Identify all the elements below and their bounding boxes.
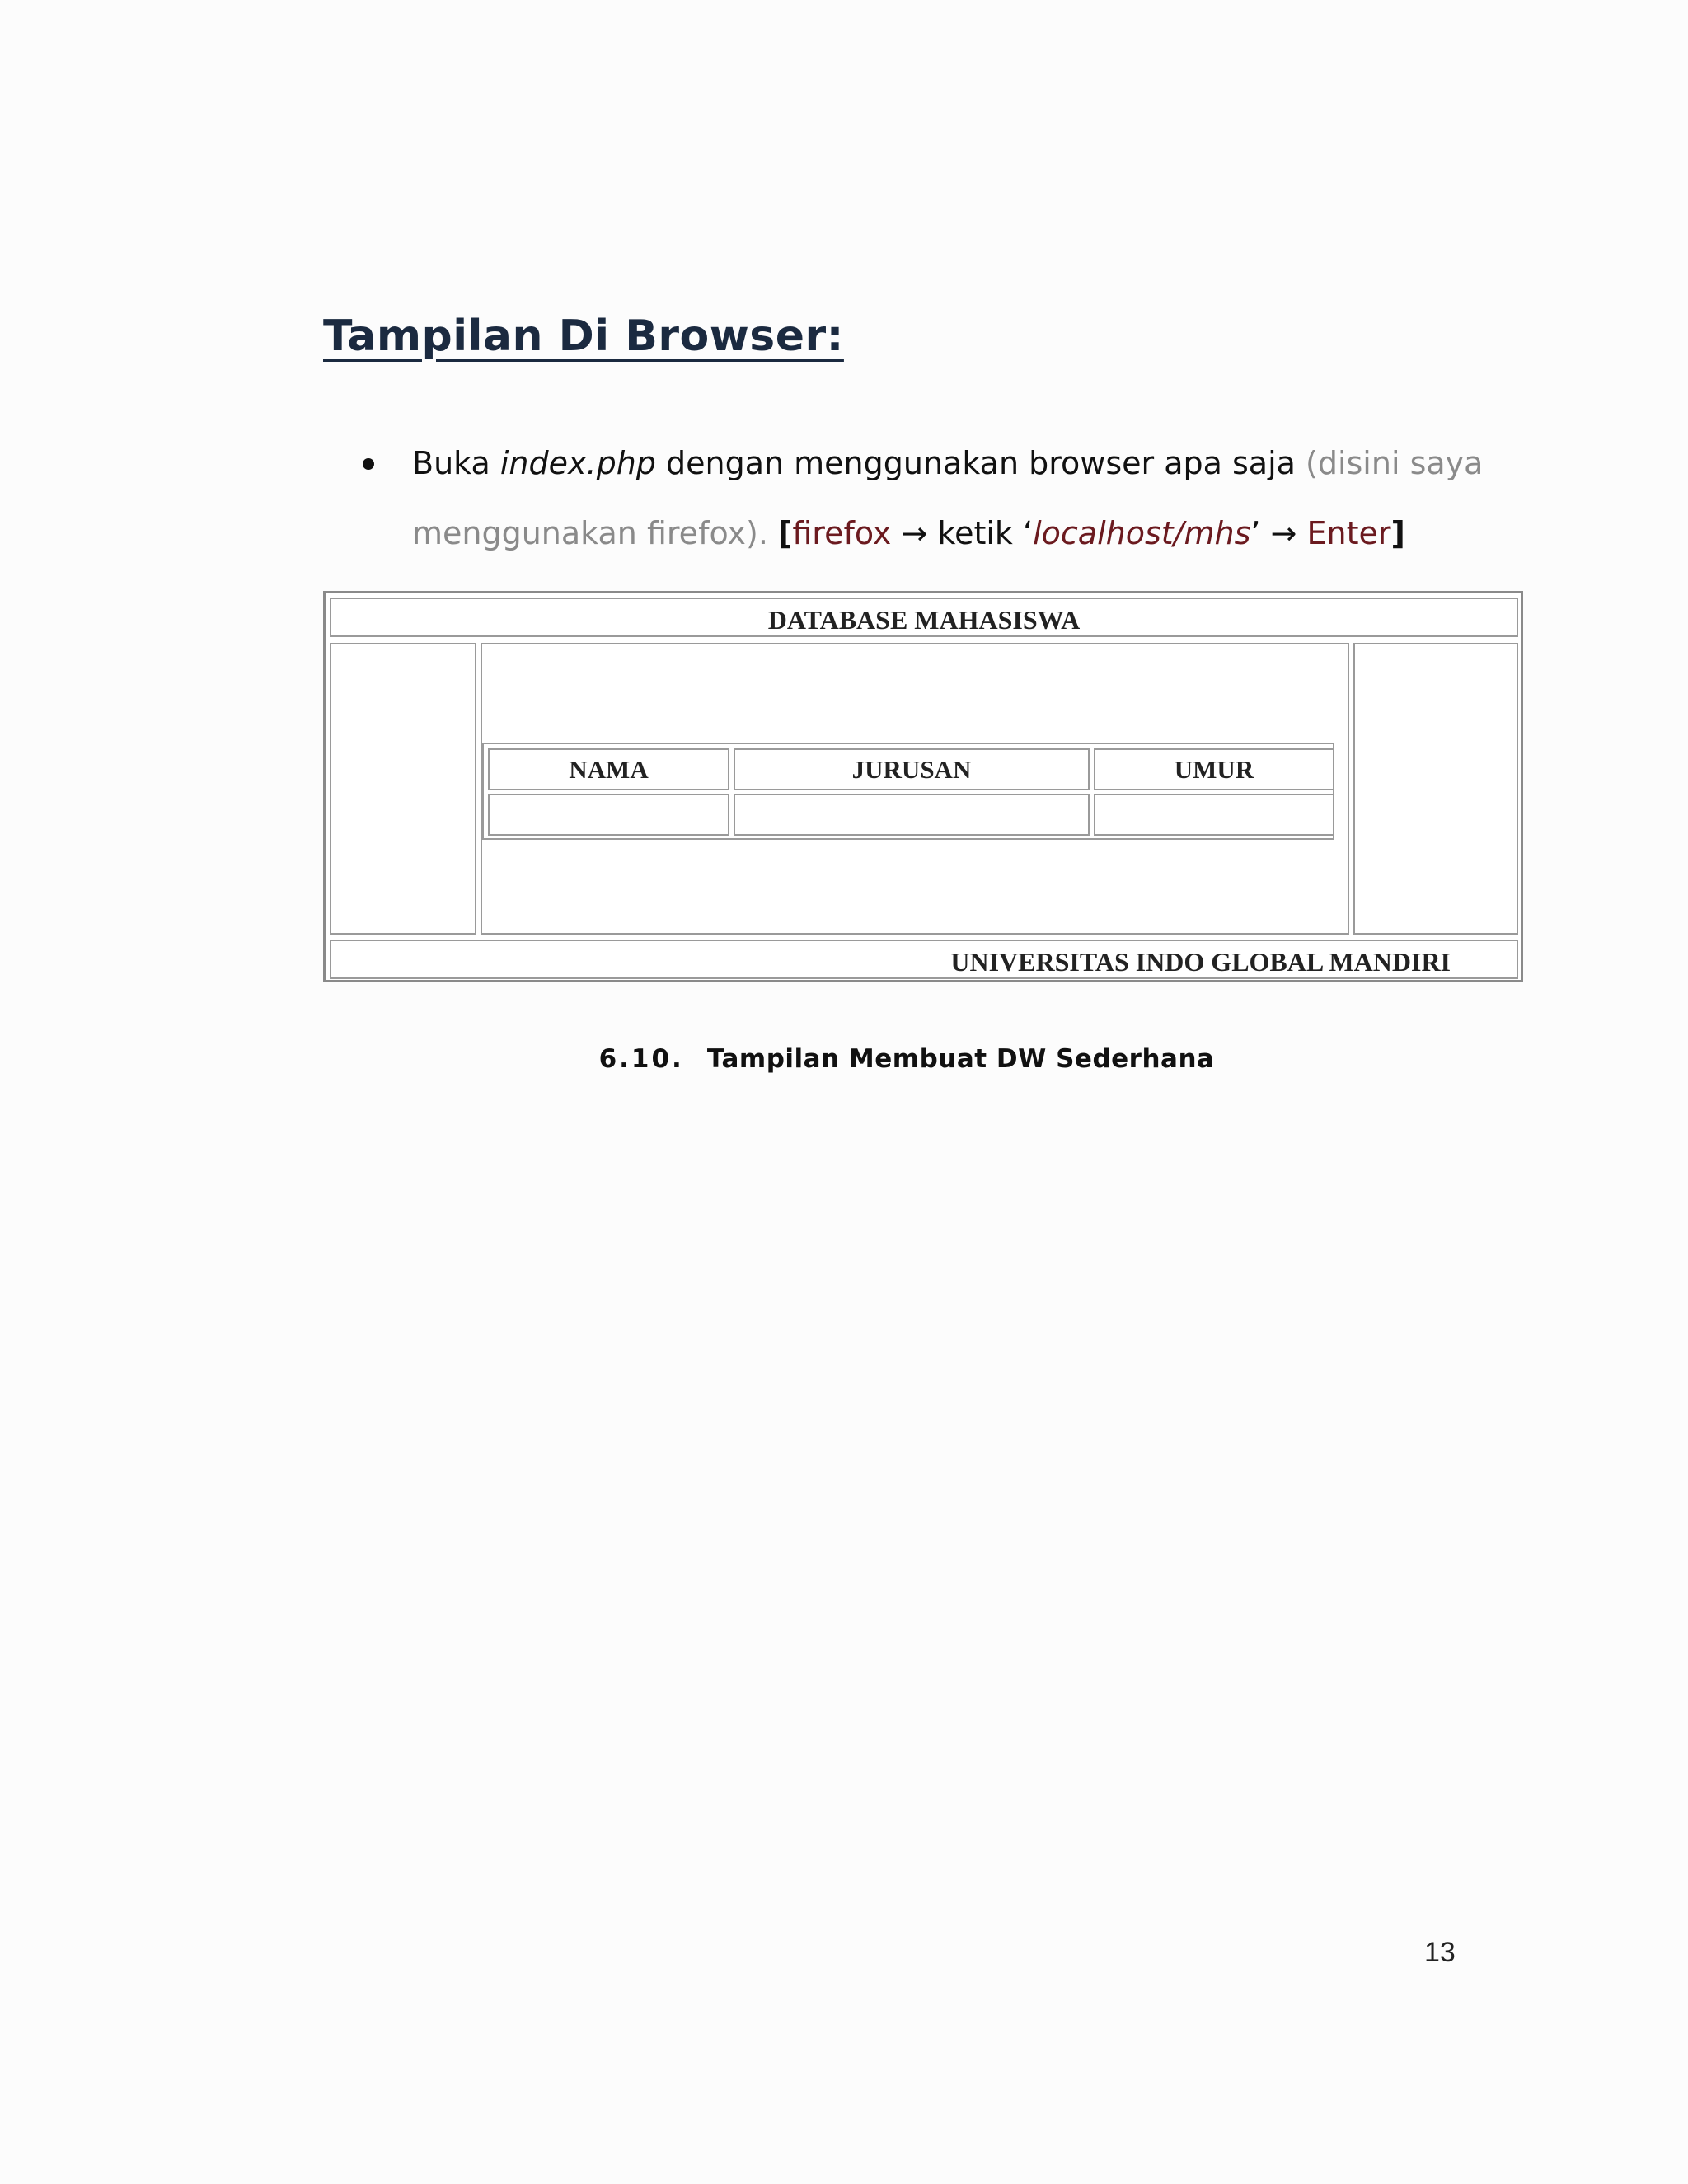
close-quote: ’ <box>1250 515 1271 551</box>
enter-text: Enter <box>1306 515 1391 551</box>
student-table <box>482 743 1334 840</box>
section-heading: Tampilan Di Browser: <box>323 312 844 361</box>
arrow: → <box>1270 515 1307 551</box>
close-bracket: ] <box>1390 515 1405 551</box>
figure-footer: UNIVERSITAS INDO GLOBAL MANDIRI <box>950 947 1451 977</box>
instruction-text: dengan menggunakan browser apa saja <box>655 445 1306 481</box>
table-header-cell <box>1094 748 1334 790</box>
caption-text: Tampilan Membuat DW Sederhana <box>706 1044 1215 1074</box>
column-header-nama: NAMA <box>569 755 649 784</box>
instruction-line-1 <box>412 445 1483 481</box>
ketik-text: ketik ‘ <box>937 515 1034 551</box>
browser-screenshot-figure <box>323 591 1523 982</box>
figure-header-cell <box>330 598 1518 637</box>
browser-name: firefox <box>792 515 892 551</box>
bullet-dot-icon <box>363 458 374 470</box>
table-cell <box>488 794 729 836</box>
left-panel-cell <box>330 643 476 935</box>
instruction-line-2 <box>412 515 1405 551</box>
file-name: index.php <box>499 445 656 481</box>
instruction-note: (disini saya <box>1306 445 1484 481</box>
open-bracket: [ <box>778 515 793 551</box>
caption-number: 6.10. <box>598 1044 684 1074</box>
instruction-note: menggunakan firefox). <box>412 515 778 551</box>
right-panel-cell <box>1353 643 1518 935</box>
table-header-cell <box>734 748 1090 790</box>
instruction-text: Buka <box>412 445 500 481</box>
table-cell <box>734 794 1090 836</box>
arrow: → <box>891 515 938 551</box>
url-text: localhost/mhs <box>1033 515 1251 551</box>
table-header-cell <box>488 748 729 790</box>
column-header-jurusan: JURUSAN <box>851 755 972 784</box>
table-cell <box>1094 794 1334 836</box>
figure-header: DATABASE MAHASISWA <box>767 605 1081 635</box>
page-number: 13 <box>1424 1937 1456 1968</box>
figure-caption <box>0 1044 1688 1074</box>
column-header-umur: UMUR <box>1174 755 1254 784</box>
figure-footer-cell <box>330 940 1518 979</box>
